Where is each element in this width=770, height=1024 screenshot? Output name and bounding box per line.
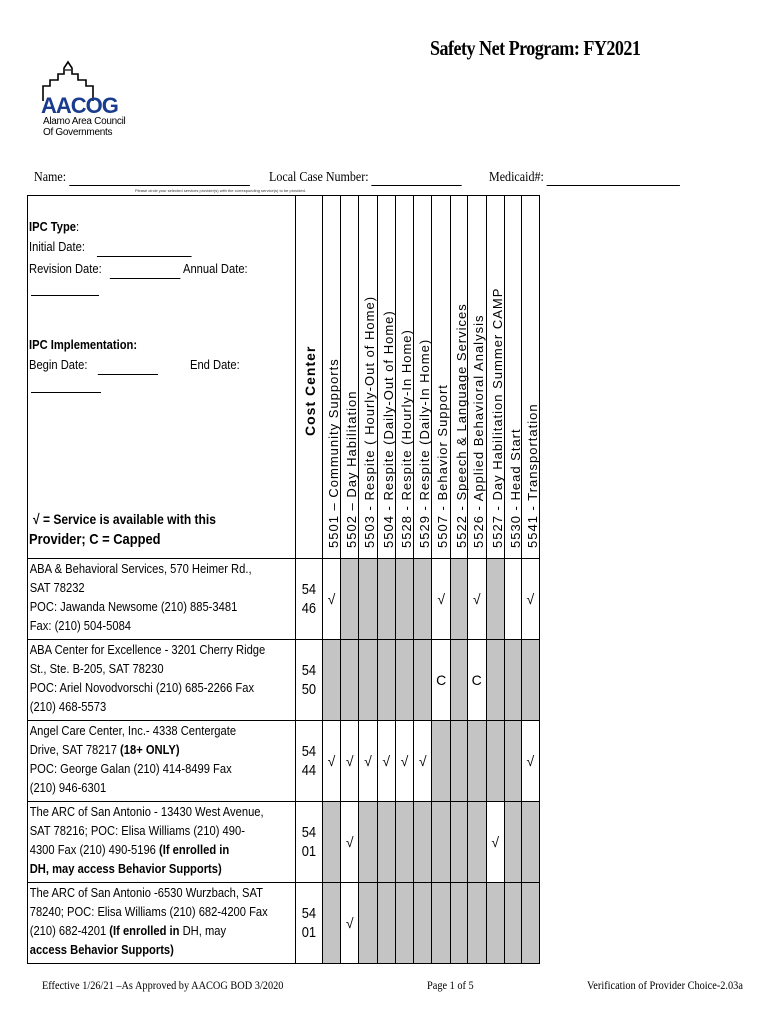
provider-line: ABA & Behavioral Services, 570 Heimer Rd.,: [29, 561, 252, 576]
unavailable-cell[interactable]: [451, 802, 468, 883]
footer-version: Verification of Provider Choice-2.03a: [587, 978, 743, 992]
unavailable-cell[interactable]: [486, 883, 504, 964]
unavailable-cell[interactable]: [486, 559, 504, 640]
cost-center-cell: [296, 883, 323, 964]
begin-date-label: Begin Date:: [29, 357, 88, 372]
provider-line: The ARC of San Antonio -6530 Wurzbach, SAT: [29, 885, 263, 900]
provider-line: 78240; POC: Elisa Williams (210) 682-4200 Fax: [29, 904, 268, 919]
end-date-line[interactable]: [31, 378, 101, 393]
revision-date-line[interactable]: [110, 264, 181, 279]
unavailable-cell[interactable]: [451, 559, 468, 640]
unavailable-cell[interactable]: [377, 802, 395, 883]
service-cell[interactable]: [414, 721, 432, 802]
cost-center-header: [296, 196, 323, 559]
check-mark: √: [345, 915, 354, 931]
annual-date-line[interactable]: [31, 281, 99, 296]
service-header-2: [341, 196, 359, 559]
check-mark: √: [327, 591, 336, 607]
cost-center-code: 50: [301, 681, 317, 698]
service-cell[interactable]: [377, 721, 395, 802]
unavailable-cell[interactable]: [395, 883, 413, 964]
logo-line-2: Of Governments: [43, 127, 113, 138]
cost-center-code: 54: [301, 581, 317, 598]
unavailable-cell[interactable]: [432, 883, 451, 964]
cost-center-code: 54: [301, 743, 317, 760]
service-cell[interactable]: [322, 721, 340, 802]
cost-center-code: 46: [301, 600, 317, 617]
service-label: 5522 - Speech & Language Services: [454, 303, 470, 548]
instruction-note: Please circle your selected services provider(s) with the corresponding service(s) to be provided.: [135, 188, 306, 193]
service-header-12: [521, 196, 539, 559]
unavailable-cell[interactable]: [395, 559, 413, 640]
provider-row[interactable]: [28, 559, 540, 640]
unavailable-cell[interactable]: [377, 640, 395, 721]
service-cell[interactable]: [432, 559, 451, 640]
begin-date-line[interactable]: [97, 360, 157, 375]
unavailable-cell[interactable]: [359, 559, 377, 640]
unavailable-cell[interactable]: [486, 721, 504, 802]
unavailable-cell[interactable]: [414, 640, 432, 721]
check-mark: √: [327, 753, 336, 769]
unavailable-cell[interactable]: [451, 640, 468, 721]
provider-row[interactable]: [28, 802, 540, 883]
check-mark: √: [437, 591, 446, 607]
case-number-label: Local Case Number:: [269, 170, 369, 185]
unavailable-cell[interactable]: [432, 802, 451, 883]
provider-line: POC: George Galan (210) 414-8499 Fax: [29, 761, 232, 776]
provider-line: access Behavior Supports): [29, 942, 174, 957]
medicaid-line[interactable]: [547, 171, 680, 186]
unavailable-cell[interactable]: [432, 721, 451, 802]
medicaid-label: Medicaid#:: [489, 170, 544, 185]
footer-effective: Effective 1/26/21 –As Approved by AACOG BOD 3/2020: [42, 978, 284, 992]
check-mark: √: [345, 834, 354, 850]
service-cell[interactable]: [359, 721, 377, 802]
service-cell[interactable]: [504, 559, 521, 640]
cost-center-cell: [296, 802, 323, 883]
provider-line: POC: Jawanda Newsome (210) 885-3481: [29, 599, 238, 614]
check-mark: √: [382, 753, 391, 769]
revision-date-label: Revision Date:: [29, 261, 102, 276]
unavailable-cell[interactable]: [451, 883, 468, 964]
unavailable-cell[interactable]: [414, 559, 432, 640]
unavailable-cell[interactable]: [504, 721, 521, 802]
cost-center-code: 01: [301, 843, 317, 860]
unavailable-cell[interactable]: [467, 802, 486, 883]
check-mark: √: [526, 591, 535, 607]
cost-center-cell: [296, 640, 323, 721]
unavailable-cell[interactable]: [467, 721, 486, 802]
service-cell[interactable]: [341, 883, 359, 964]
unavailable-cell[interactable]: [395, 640, 413, 721]
service-header-1: [322, 196, 340, 559]
provider-line: St., Ste. B-205, SAT 78230: [29, 661, 164, 676]
unavailable-cell[interactable]: [414, 802, 432, 883]
service-header-5: [395, 196, 413, 559]
unavailable-cell[interactable]: [486, 640, 504, 721]
service-label: 5501 – Community Supports: [325, 358, 341, 548]
unavailable-cell[interactable]: [377, 883, 395, 964]
name-label: Name:: [34, 170, 67, 185]
service-cell[interactable]: [521, 721, 539, 802]
provider-info: [28, 883, 296, 964]
provider-line: DH, may access Behavior Supports): [29, 861, 222, 876]
unavailable-cell[interactable]: [467, 883, 486, 964]
cost-center-code: 54: [301, 662, 317, 679]
cost-center-label: Cost Center: [302, 345, 318, 436]
unavailable-cell[interactable]: [504, 802, 521, 883]
service-label: 5502 – Day Habilitation: [344, 390, 360, 548]
capped-mark: C: [471, 672, 482, 688]
unavailable-cell[interactable]: [359, 802, 377, 883]
provider-info: [28, 559, 296, 640]
unavailable-cell[interactable]: [359, 883, 377, 964]
service-cell[interactable]: [486, 802, 504, 883]
unavailable-cell[interactable]: [414, 883, 432, 964]
name-line[interactable]: [69, 171, 250, 186]
grid-table: [27, 195, 540, 964]
service-label: 5507 - Behavior Support: [435, 384, 451, 548]
unavailable-cell[interactable]: [359, 640, 377, 721]
provider-line: (210) 468-5573: [29, 699, 107, 714]
service-label: 5541 - Transportation: [524, 403, 540, 548]
initial-date-label: Initial Date:: [29, 239, 85, 254]
check-mark: √: [364, 753, 372, 769]
medicaid-field[interactable]: [489, 170, 680, 186]
ipc-implementation-label: IPC Implementation:: [29, 337, 138, 352]
service-label: 5503 - Respite ( Hourly-Out of Home): [362, 295, 378, 548]
provider-line: (210) 946-6301: [29, 780, 107, 795]
unavailable-cell[interactable]: [341, 640, 359, 721]
check-mark: √: [400, 753, 409, 769]
cost-center-code: 44: [301, 762, 317, 779]
cost-center-code: 54: [301, 905, 317, 922]
case-number-line[interactable]: [372, 171, 462, 186]
cost-center-code: 01: [301, 924, 317, 941]
service-label: 5504 - Respite (Daily-Out of Home): [380, 310, 396, 548]
initial-date-line[interactable]: [97, 242, 192, 257]
check-mark: √: [526, 753, 535, 769]
footer-page: Page 1 of 5: [427, 978, 474, 992]
provider-info: [28, 721, 296, 802]
provider-info: [28, 802, 296, 883]
unavailable-cell[interactable]: [521, 640, 539, 721]
provider-row[interactable]: [28, 721, 540, 802]
service-header-8: [451, 196, 468, 559]
provider-line: The ARC of San Antonio - 13430 West Avenue,: [29, 804, 264, 819]
unavailable-cell[interactable]: [521, 802, 539, 883]
unavailable-cell[interactable]: [322, 883, 340, 964]
unavailable-cell[interactable]: [322, 640, 340, 721]
service-cell[interactable]: [395, 721, 413, 802]
service-cell[interactable]: [467, 559, 486, 640]
provider-line: ABA Center for Excellence - 3201 Cherry Ridge: [29, 642, 266, 657]
service-label: 5526 - Applied Behavioral Analysis: [470, 314, 486, 548]
unavailable-cell[interactable]: [451, 721, 468, 802]
service-header-6: [414, 196, 432, 559]
logo-line-1: Alamo Area Council: [43, 116, 126, 127]
unavailable-cell[interactable]: [504, 640, 521, 721]
service-header-10: [486, 196, 504, 559]
cost-center-code: 54: [301, 824, 317, 841]
provider-line: SAT 78232: [29, 580, 85, 595]
provider-line: POC: Ariel Novodvorschi (210) 685-2266 Fax: [29, 680, 255, 695]
provider-row[interactable]: [28, 883, 540, 964]
service-header-3: [359, 196, 377, 559]
service-label: 5530 - Head Start: [507, 428, 523, 548]
service-header-9: [467, 196, 486, 559]
unavailable-cell[interactable]: [377, 559, 395, 640]
service-cell[interactable]: [341, 721, 359, 802]
provider-row[interactable]: [28, 640, 540, 721]
provider-table: Cost Center 5501 – Community Supports 5502 – Day Habilitation 5503 - Respite ( Hourly-Out of Home) 5504 - Respite (Daily-Out of Home) 5528 - Respite (Hourly-In Home) 5529 - Respite (Daily-In Home) 5507 - Behavior Support 5522 - Speech & Language Services 5526 - Applied Behavioral Analysis 5527 - Day Habilitation Summer CAMP 5530 - Head Start 5541 - Transportation ABA & Behavioral Services, 570 Heimer Rd., SAT 78232 POC: Jawanda Newsome (210) 885-3481 Fax: (210) 504-5084 54 46 √ √ √ √ ABA Center for Excellence - 3201 Cherry Ridge St., Ste. B-205, SAT 78230 POC: Ariel Novodvorschi (210) 685-2266 Fax (210) 468-5573 54 50 C C Angel Care Center, Inc.- 4338 Centergate Drive, SAT 78217 (18+ ONLY) POC: George Galan (210) 414-8499 Fax (210) 946-6301 54 44 √ √ √ √ √ √ √ The ARC of San Antonio - 13430 West Avenue, SAT 78216; POC: Elisa Williams (210) 490- 4300 Fax (210) 490-5196 (If enrolled in DH, may access Behavior Supports) 54 01 √ √ The ARC of San Antonio -6530 Wurzbach, SAT 78240; POC: Elisa Williams (210) 682-4200 Fax (210) 682-4201 (If enrolled in DH, may access Behavior Supports) 54 01 √ IPC Type: Initial Date: Revision Date: Annual Date: IPC Implementation: Begin Date: End Date: √ = Service is available with this Provider; C = Capped: [27, 195, 540, 960]
service-header-4: [377, 196, 395, 559]
service-cell[interactable]: [322, 559, 340, 640]
provider-line: Drive, SAT 78217 (18+ ONLY): [29, 742, 180, 757]
end-date-label: End Date:: [190, 357, 240, 372]
unavailable-cell[interactable]: [521, 883, 539, 964]
check-mark: √: [418, 753, 427, 769]
cost-center-cell: [296, 559, 323, 640]
service-label: 5528 - Respite (Hourly-In Home): [398, 329, 414, 548]
service-header-7: [432, 196, 451, 559]
check-mark: √: [345, 753, 354, 769]
document-title: Safety Net Program: FY2021: [430, 36, 641, 60]
service-cell[interactable]: [432, 640, 451, 721]
unavailable-cell[interactable]: [504, 883, 521, 964]
cost-center-cell: [296, 721, 323, 802]
unavailable-cell[interactable]: [322, 802, 340, 883]
provider-line: 4300 Fax (210) 490-5196 (If enrolled in: [29, 842, 230, 857]
check-mark: √: [472, 591, 481, 607]
legend-line-2: Provider; C = Capped: [29, 531, 161, 548]
service-header-11: [504, 196, 521, 559]
service-cell[interactable]: [521, 559, 539, 640]
provider-line: Angel Care Center, Inc.- 4338 Centergate: [29, 723, 237, 738]
provider-info: [28, 640, 296, 721]
provider-line: Fax: (210) 504-5084: [29, 618, 132, 633]
capped-mark: C: [436, 672, 447, 688]
check-mark: √: [491, 834, 500, 850]
annual-date-label: Annual Date:: [183, 261, 248, 276]
service-label: 5527 - Day Habilitation Summer CAMP: [489, 287, 505, 548]
service-label: 5529 - Respite (Daily-In Home): [417, 338, 433, 548]
provider-line: (210) 682-4201 (If enrolled in DH, may: [29, 923, 227, 938]
service-cell[interactable]: [341, 802, 359, 883]
unavailable-cell[interactable]: [395, 802, 413, 883]
name-field[interactable]: [34, 170, 250, 186]
case-number-field[interactable]: [269, 170, 462, 186]
unavailable-cell[interactable]: [341, 559, 359, 640]
legend-line-1: √ = Service is available with this: [33, 511, 216, 527]
provider-line: SAT 78216; POC: Elisa Williams (210) 490-: [29, 823, 245, 838]
ipc-type-label: IPC Type: [29, 219, 77, 234]
service-cell[interactable]: [467, 640, 486, 721]
svg-text:AACOG: AACOG: [41, 93, 118, 118]
